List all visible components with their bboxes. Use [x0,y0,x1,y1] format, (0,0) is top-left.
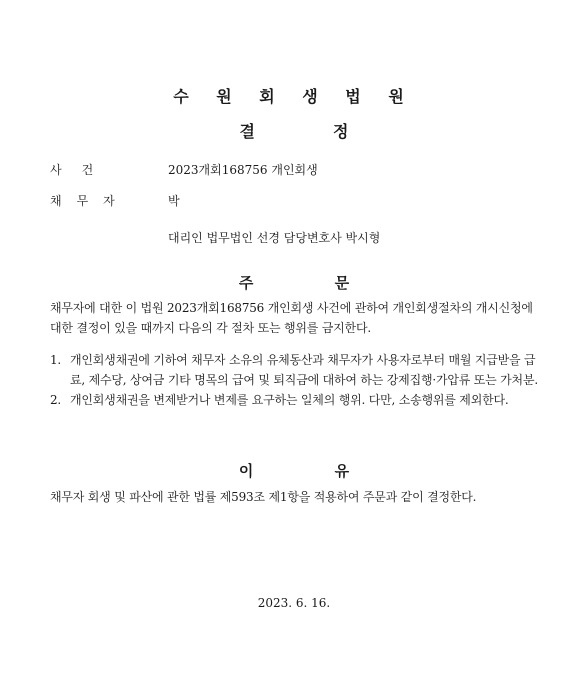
list-item-text: 개인회생채권에 기하여 채무자 소유의 유체동산과 채무자가 사용자로부터 매월 지급받을 급료, 제수당, 상여금 기타 명목의 급여 및 퇴직금에 대하여 하는 강제집행·가압류 또는 가처분. [70,353,538,387]
document-type-title: 결정 [239,122,427,141]
reason-text: 채무자 회생 및 파산에 관한 법률 제593조 제1항을 적용하여 주문과 같이 결정한다. [50,490,477,504]
debtor-label: 채무자 [50,194,130,208]
case-number: 2023개회168756 개인회생 [168,163,318,177]
case-label: 사건 [50,163,114,177]
list-item [50,390,538,410]
list-item-text: 개인회생채권을 변제받거나 변제를 요구하는 일체의 행위. 다만, 소송행위를 제외한다. [70,393,509,407]
reason-heading: 이 유 [238,462,388,480]
list-item [50,350,538,390]
attorney-line: 대리인 법무법인 선경 담당변호사 박시형 [168,231,381,245]
list-item-number: 1. [50,353,62,367]
order-intro: 채무자에 대한 이 법원 2023개회168756 개인회생 사건에 관하여 개인회생절차의 개시신청에 대한 결정이 있을 때까지 다음의 각 절차 또는 행위를 금지한다. [50,301,533,335]
order-items-list [50,350,538,410]
decision-date: 2023. 6. 16. [257,596,331,610]
order-heading: 주 문 [238,274,388,292]
list-item-number: 2. [50,393,62,407]
debtor-name: 박 [168,194,180,208]
court-name: 수 원 회 생 법 원 [173,87,415,106]
